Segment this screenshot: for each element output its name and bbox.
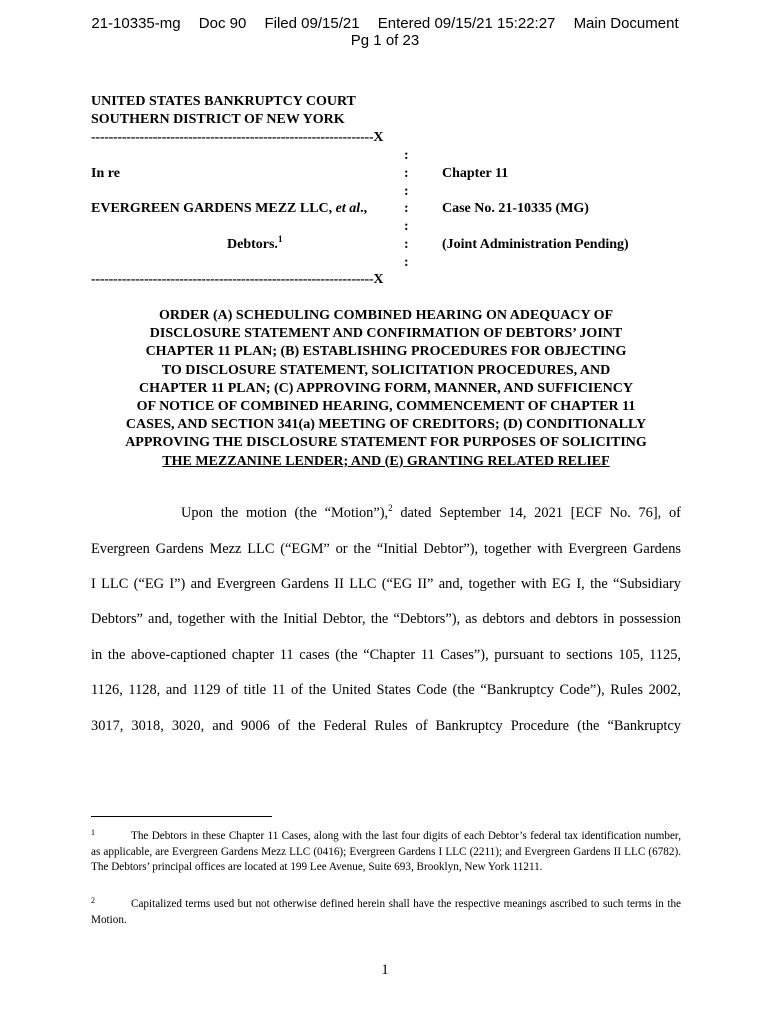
- title-line: CHAPTER 11 PLAN; (C) APPROVING FORM, MANNER, AND SUFFICIENCY: [139, 380, 633, 396]
- caption-colon: :: [404, 255, 409, 270]
- body-text: Upon the motion (the “Motion”),: [181, 505, 389, 521]
- title-line: THE MEZZANINE LENDER; AND (E) GRANTING RELATED RELIEF: [162, 453, 610, 469]
- caption-colon: :: [404, 237, 409, 252]
- caption-debtor-name: [91, 201, 367, 217]
- title-line: ORDER (A) SCHEDULING COMBINED HEARING ON ADEQUACY OF: [158, 308, 614, 323]
- title-line: OF NOTICE OF COMBINED HEARING, COMMENCEMENT OF CHAPTER 11: [136, 399, 636, 415]
- stamp-case-number: 21-10335-mg: [91, 15, 181, 32]
- footnote-number: 1: [91, 828, 95, 837]
- footnote-number: 2: [91, 896, 95, 905]
- body-text: dated September 14, 2021 [ECF No. 76], of: [392, 505, 681, 521]
- footnote-text: Capitalized terms used but not otherwise defined herein shall have the respective meanings ascribed to such terms in the Motion.: [91, 898, 681, 926]
- caption-colon: :: [404, 148, 409, 163]
- court-name: UNITED STATES BANKRUPTCY COURT: [91, 94, 356, 109]
- caption-colon: :: [404, 184, 409, 199]
- footnote-ref-1: 1: [277, 234, 283, 244]
- debtor-name-text: EVERGREEN GARDENS MEZZ LLC,: [91, 201, 333, 216]
- caption-joint-administration: (Joint Administration Pending): [442, 237, 629, 252]
- body-line: Evergreen Gardens Mezz LLC (“EGM” or the “Initial Debtor”), together with Evergreen Gardens: [91, 541, 681, 557]
- footnote-1: [91, 825, 681, 876]
- et-al-suffix: .,: [360, 201, 368, 216]
- et-al-text: et al: [335, 201, 361, 216]
- ecf-stamp-line: [0, 16, 770, 32]
- caption-in-re: In re: [91, 166, 120, 181]
- body-line: Debtors” and, together with the Initial Debtor, the “Debtors”), as debtors and debtors in possession: [91, 611, 681, 627]
- caption-chapter: Chapter 11: [442, 166, 509, 181]
- body-line: in the above-captioned chapter 11 cases (the “Chapter 11 Cases”), pursuant to sections 105, 1125,: [91, 647, 681, 663]
- caption-debtors-label: [227, 234, 283, 253]
- caption-case-number: Case No. 21-10335 (MG): [442, 201, 589, 216]
- title-line: DISCLOSURE STATEMENT AND CONFIRMATION OF DEBTORS’ JOINT: [149, 326, 623, 342]
- title-line: CASES, AND SECTION 341(a) MEETING OF CREDITORS; (D) CONDITIONALLY: [125, 417, 647, 433]
- body-line: I LLC (“EG I”) and Evergreen Gardens II LLC (“EG II” and, together with EG I, the “Subsidiary: [91, 576, 681, 592]
- caption-colon: :: [404, 166, 409, 181]
- caption-rule-bottom: ----------------------------------------------------------------X: [91, 272, 384, 287]
- footnote-text: The Debtors in these Chapter 11 Cases, along with the last four digits of each Debtor’s federal tax identification number, as applicable, are Evergreen Gardens Mezz LLC (0416); Evergreen Gardens I LLC (2211); and Evergreen Gardens II LLC (6782). The Debtors’ principal offices are located at 199 Lee Avenue, Suite 693, Brooklyn, New York 11211.: [91, 830, 681, 873]
- stamp-doc-number: Doc 90: [198, 15, 247, 32]
- stamp-page-count: Pg 1 of 23: [350, 32, 420, 49]
- title-line: CHAPTER 11 PLAN; (B) ESTABLISHING PROCEDURES FOR OBJECTING: [145, 344, 627, 360]
- body-line: [181, 505, 681, 522]
- title-line: APPROVING THE DISCLOSURE STATEMENT FOR PURPOSES OF SOLICITING: [125, 435, 647, 451]
- stamp-entered-date: Entered 09/15/21 15:22:27: [377, 15, 556, 32]
- caption-colon: :: [404, 219, 409, 234]
- order-title: [88, 307, 684, 471]
- page-number: 1: [381, 962, 389, 978]
- body-line: 3017, 3018, 3020, and 9006 of the Federal Rules of Bankruptcy Procedure (the “Bankruptcy: [91, 718, 681, 734]
- title-line: TO DISCLOSURE STATEMENT, SOLICITATION PROCEDURES, AND: [161, 362, 611, 378]
- body-line: 1126, 1128, and 1129 of title 11 of the United States Code (the “Bankruptcy Code”), Rules 2002,: [91, 682, 681, 698]
- footnote-ref-2: 2: [388, 503, 393, 513]
- caption-rule-top: ----------------------------------------------------------------X: [91, 130, 384, 145]
- stamp-main-document: Main Document: [573, 15, 679, 32]
- debtors-text: Debtors.: [227, 237, 278, 252]
- footnote-2: [91, 893, 681, 928]
- footnote-separator: [91, 816, 272, 817]
- caption-colon: :: [404, 201, 409, 216]
- court-district: SOUTHERN DISTRICT OF NEW YORK: [91, 112, 345, 127]
- stamp-filed-date: Filed 09/15/21: [264, 15, 360, 32]
